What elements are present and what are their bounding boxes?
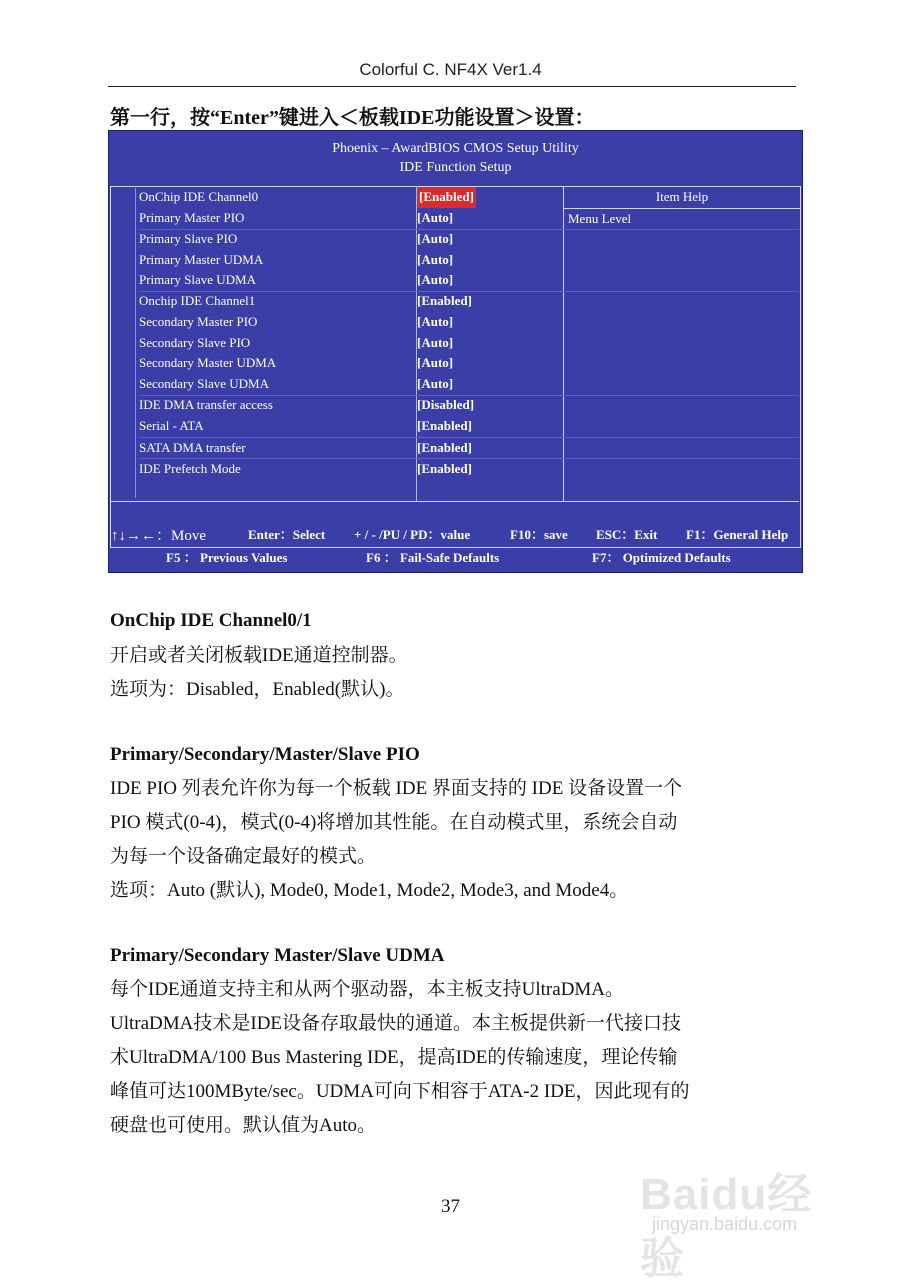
paragraph-line: 每个IDE通道支持主和从两个驱动器，本主板支持UltraDMA。 xyxy=(110,979,625,1000)
bios-item-label: IDE Prefetch Mode xyxy=(139,461,241,476)
bios-item-label: Onchip IDE Channel1 xyxy=(139,293,256,308)
bios-item-value[interactable]: [Auto] xyxy=(417,210,454,225)
bios-item-label: Secondary Master UDMA xyxy=(139,355,277,370)
bios-row-onchip-ide-channel0[interactable] xyxy=(139,187,562,208)
bios-item-label: Primary Master PIO xyxy=(139,210,245,225)
bios-item-value[interactable]: [Auto] xyxy=(417,355,454,370)
bios-title-utility: Phoenix – AwardBIOS CMOS Setup Utility xyxy=(332,141,579,156)
bios-row-secondary-slave-pio[interactable] xyxy=(139,333,562,354)
item-help-title: Item Help xyxy=(655,189,709,204)
paragraph-line: IDE PIO 列表允许你为每一个板载 IDE 界面支持的 IDE 设备设置一个 xyxy=(110,778,683,799)
bios-item-value[interactable]: [Auto] xyxy=(417,314,454,329)
paragraph-line: 选项为：Disabled，Enabled(默认)。 xyxy=(110,679,405,700)
bios-item-label: Serial - ATA xyxy=(139,418,204,433)
bios-row-separator xyxy=(139,291,799,292)
bios-row-separator xyxy=(139,395,799,396)
bios-item-label: Secondary Slave PIO xyxy=(139,335,251,350)
running-header: Colorful C. NF4X Ver1.4 xyxy=(359,60,542,79)
bios-item-value[interactable]: [Enabled] xyxy=(417,187,476,208)
bios-row-onchip-ide-channel1[interactable] xyxy=(139,291,562,312)
key-hint-previous-values: F5 ： Previous Values xyxy=(166,550,288,565)
bios-item-value[interactable]: [Auto] xyxy=(417,376,454,391)
bios-item-value[interactable]: [Auto] xyxy=(417,252,454,267)
bios-item-label: Primary Master UDMA xyxy=(139,252,264,267)
key-hint-failsafe-defaults: F6 ： Fail-Safe Defaults xyxy=(366,550,500,565)
key-hint-help: F1：General Help xyxy=(686,527,789,542)
bios-row-separator xyxy=(139,437,799,438)
key-hint-exit: ESC：Exit xyxy=(596,527,658,542)
key-hint-value: + / - /PU / PD：value xyxy=(354,527,471,542)
bios-item-label: OnChip IDE Channel0 xyxy=(139,189,259,204)
bios-item-value[interactable]: [Auto] xyxy=(417,272,454,287)
page-number: 37 xyxy=(441,1196,460,1217)
paragraph-line: 硬盘也可使用。默认值为Auto。 xyxy=(110,1115,377,1136)
section-body-udma xyxy=(110,973,798,1143)
section-title-udma: Primary/Secondary Master/Slave UDMA xyxy=(110,945,445,966)
item-help-separator xyxy=(564,208,800,209)
paragraph-line: PIO 模式(0-4)，模式(0-4)将增加其性能。在自动模式里，系统会自动 xyxy=(110,812,678,833)
bios-item-value[interactable]: [Auto] xyxy=(417,335,454,350)
paragraph-line: 开启或者关闭板载IDE通道控制器。 xyxy=(110,645,408,666)
bios-item-label: Primary Slave UDMA xyxy=(139,272,256,287)
bios-title-page: IDE Function Setup xyxy=(399,160,512,175)
bios-item-label: Secondary Slave UDMA xyxy=(139,376,269,391)
paragraph-line: 为每一个设备确定最好的模式。 xyxy=(110,846,377,867)
watermark-url: jingyan.baidu.com xyxy=(652,1214,798,1234)
key-hint-optimized-defaults: F7： Optimized Defaults xyxy=(592,550,731,565)
bios-screenshot xyxy=(108,130,803,573)
paragraph-line: 术UltraDMA/100 Bus Mastering IDE，提高IDE的传输速度，理论传输 xyxy=(110,1047,678,1068)
menu-level-label: Menu Level xyxy=(568,211,632,226)
bios-row-separator xyxy=(139,458,799,459)
bios-item-value[interactable]: [Auto] xyxy=(417,231,454,246)
intro-heading: 第一行，按“Enter”键进入＜板载IDE功能设置＞设置： xyxy=(110,107,595,129)
key-hint-move: ↑↓→←：Move xyxy=(111,528,206,544)
bios-row-secondary-slave-udma[interactable] xyxy=(139,374,562,395)
bios-help-divider xyxy=(563,186,564,501)
bios-item-label: Primary Slave PIO xyxy=(139,231,238,246)
paragraph-line: UltraDMA技术是IDE设备存取最快的通道。本主板提供新一代接口技 xyxy=(110,1013,682,1034)
key-hint-save: F10：save xyxy=(510,527,568,542)
bios-row-ide-prefetch-mode[interactable] xyxy=(139,459,562,480)
header-rule xyxy=(108,86,796,87)
bios-row-sata-dma-transfer[interactable] xyxy=(139,438,562,459)
bios-row-separator xyxy=(139,229,799,230)
bios-item-value[interactable]: [Enabled] xyxy=(417,440,472,455)
bios-item-label: IDE DMA transfer access xyxy=(139,397,273,412)
bios-item-label: Secondary Master PIO xyxy=(139,314,258,329)
section-title-onchip-ide: OnChip IDE Channel0/1 xyxy=(110,610,312,631)
bios-footer-rule xyxy=(110,501,799,502)
section-body-pio xyxy=(110,772,798,908)
baidu-jingyan-watermark xyxy=(640,1140,840,1283)
bios-item-value[interactable]: [Enabled] xyxy=(417,418,472,433)
paragraph-line: 选项：Auto (默认), Mode0, Mode1, Mode2, Mode3, and Mode4。 xyxy=(110,880,629,901)
watermark-logo: Baidu经验 xyxy=(640,1170,813,1283)
bios-item-value[interactable]: [Enabled] xyxy=(417,461,472,476)
bios-row-primary-master-udma[interactable] xyxy=(139,250,562,271)
bios-row-primary-slave-pio[interactable] xyxy=(139,229,562,250)
bios-row-secondary-master-udma[interactable] xyxy=(139,353,562,374)
bios-item-label: SATA DMA transfer xyxy=(139,440,246,455)
bios-title xyxy=(109,139,802,177)
bios-item-value[interactable]: [Disabled] xyxy=(417,397,475,412)
bios-row-secondary-master-pio[interactable] xyxy=(139,312,562,333)
bios-left-marker xyxy=(135,188,136,498)
bios-item-value[interactable]: [Enabled] xyxy=(417,293,472,308)
bios-row-serial-ata[interactable] xyxy=(139,416,562,437)
bios-row-primary-master-pio[interactable] xyxy=(139,208,562,229)
section-body-onchip-ide xyxy=(110,639,798,707)
bios-row-ide-dma-transfer-access[interactable] xyxy=(139,395,562,416)
key-hint-select: Enter：Select xyxy=(248,527,326,542)
section-title-pio: Primary/Secondary/Master/Slave PIO xyxy=(110,744,420,765)
paragraph-line: 峰值可达100MByte/sec。UDMA可向下相容于ATA-2 IDE，因此现有的 xyxy=(110,1081,690,1102)
bios-row-primary-slave-udma[interactable] xyxy=(139,270,562,291)
